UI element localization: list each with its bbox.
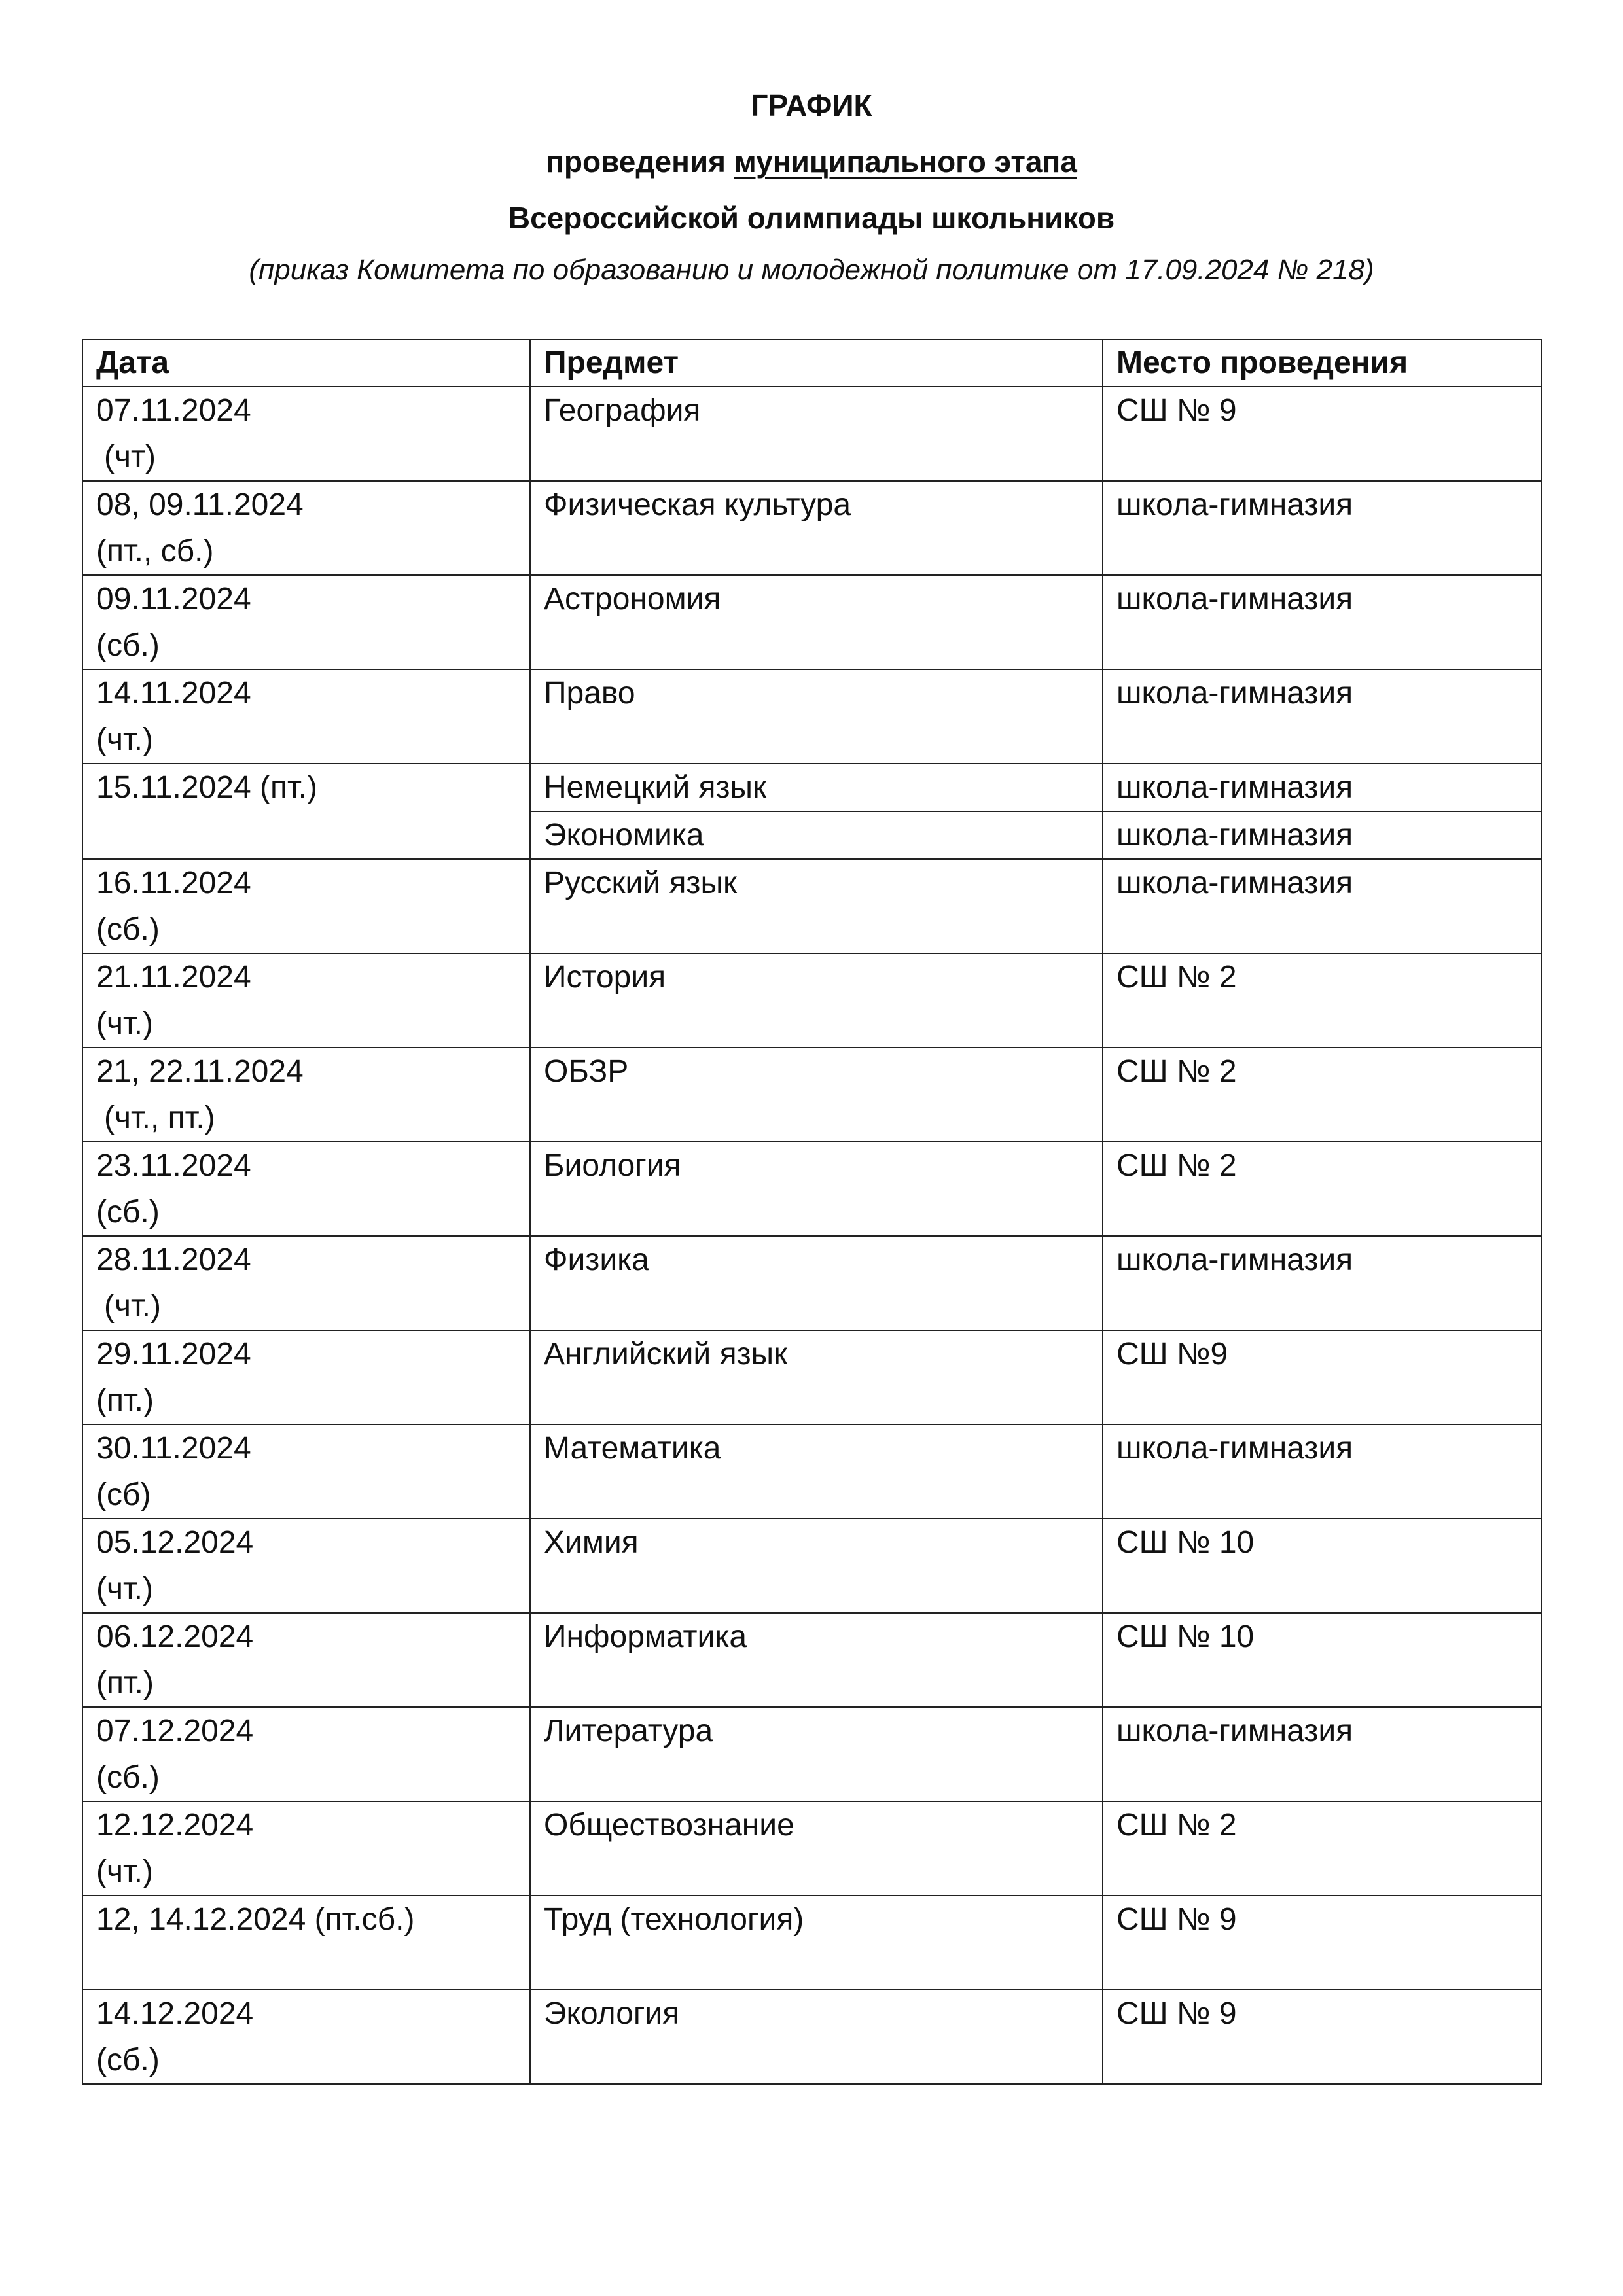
subject-cell: География xyxy=(530,387,1103,481)
place-cell: СШ № 2 xyxy=(1103,953,1541,1048)
column-header-date: Дата xyxy=(82,340,530,387)
date-text: 14.12.2024 xyxy=(96,1996,254,2031)
table-row xyxy=(82,387,1541,481)
date-cell xyxy=(82,953,530,1048)
date-text: 14.11.2024 xyxy=(96,676,251,711)
document-heading-line2 xyxy=(0,133,1623,190)
table-row xyxy=(82,1519,1541,1613)
date-text: 07.11.2024 xyxy=(96,393,251,428)
date-text: 12.12.2024 xyxy=(96,1808,254,1843)
day-text: (чт.) xyxy=(96,1006,153,1041)
table-row xyxy=(82,575,1541,669)
subject-cell: Право xyxy=(530,669,1103,764)
order-note: (приказ Комитета по образованию и молодежной политике от 17.09.2024 № 218) xyxy=(249,254,1374,286)
date-cell xyxy=(82,1048,530,1142)
table-row xyxy=(82,1236,1541,1330)
table-row xyxy=(82,1048,1541,1142)
date-text: 08, 09.11.2024 xyxy=(96,487,304,522)
date-cell xyxy=(82,1236,530,1330)
place-cell: школа-гимназия xyxy=(1103,575,1541,669)
day-text: (сб.) xyxy=(96,628,160,663)
day-text: (чт.) xyxy=(96,1572,153,1606)
place-cell: СШ № 9 xyxy=(1103,387,1541,481)
day-text: (пт.) xyxy=(96,1383,154,1418)
date-cell xyxy=(82,1990,530,2084)
place-cell: СШ № 2 xyxy=(1103,1142,1541,1236)
date-text: 21.11.2024 xyxy=(96,960,251,995)
subject-cell: Русский язык xyxy=(530,859,1103,953)
date-cell xyxy=(82,1801,530,1896)
date-cell xyxy=(82,387,530,481)
subject-cell: Экономика xyxy=(530,811,1103,859)
table-row xyxy=(82,1801,1541,1896)
table-header-row xyxy=(82,340,1541,387)
subject-cell: Немецкий язык xyxy=(530,764,1103,811)
date-cell xyxy=(82,481,530,575)
place-cell: школа-гимназия xyxy=(1103,481,1541,575)
subject-cell: Английский язык xyxy=(530,1330,1103,1424)
day-text: (сб.) xyxy=(96,1195,160,1229)
date-cell xyxy=(82,1424,530,1519)
subject-cell: Физическая культура xyxy=(530,481,1103,575)
table-row xyxy=(82,1896,1541,1990)
day-text: (чт., пт.) xyxy=(104,1101,215,1135)
table-row xyxy=(82,1424,1541,1519)
date-cell xyxy=(82,1519,530,1613)
place-cell: школа-гимназия xyxy=(1103,1707,1541,1801)
date-cell xyxy=(82,859,530,953)
date-text: 16.11.2024 xyxy=(96,866,251,900)
date-text: 23.11.2024 xyxy=(96,1148,251,1183)
schedule-table xyxy=(82,339,1542,2085)
place-cell: СШ № 10 xyxy=(1103,1519,1541,1613)
day-text: (сб.) xyxy=(96,2043,160,2077)
date-cell xyxy=(82,1142,530,1236)
subject-cell: Информатика xyxy=(530,1613,1103,1707)
subject-cell: Математика xyxy=(530,1424,1103,1519)
subject-cell: Биология xyxy=(530,1142,1103,1236)
place-cell: СШ № 9 xyxy=(1103,1896,1541,1990)
table-row xyxy=(82,1142,1541,1236)
day-text: (сб.) xyxy=(96,912,160,947)
place-cell: школа-гимназия xyxy=(1103,764,1541,811)
day-text: (чт.) xyxy=(104,1289,161,1324)
date-text: 29.11.2024 xyxy=(96,1337,251,1371)
subject-cell: Труд (технология) xyxy=(530,1896,1103,1990)
place-cell: СШ №9 xyxy=(1103,1330,1541,1424)
day-text: (сб) xyxy=(96,1477,151,1512)
date-text: 05.12.2024 xyxy=(96,1525,254,1560)
date-cell xyxy=(82,575,530,669)
date-text: 28.11.2024 xyxy=(96,1243,251,1277)
day-text: (чт.) xyxy=(96,1854,153,1889)
column-header-subject: Предмет xyxy=(530,340,1103,387)
date-cell xyxy=(82,669,530,764)
date-text: 06.12.2024 xyxy=(96,1619,254,1654)
table-row xyxy=(82,953,1541,1048)
day-text: (пт.) xyxy=(96,1666,154,1701)
date-cell xyxy=(82,1896,530,1990)
subject-cell: Литература xyxy=(530,1707,1103,1801)
day-text: (чт) xyxy=(104,440,156,474)
date-cell xyxy=(82,1707,530,1801)
date-text: 15.11.2024 (пт.) xyxy=(96,770,317,805)
table-row xyxy=(82,669,1541,764)
subject-cell: ОБЗР xyxy=(530,1048,1103,1142)
table-row xyxy=(82,481,1541,575)
column-header-place: Место проведения xyxy=(1103,340,1541,387)
place-cell: СШ № 10 xyxy=(1103,1613,1541,1707)
date-text: 21, 22.11.2024 xyxy=(96,1054,304,1089)
date-text: 30.11.2024 xyxy=(96,1431,251,1466)
day-text: (сб.) xyxy=(96,1760,160,1795)
subject-cell: Химия xyxy=(530,1519,1103,1613)
date-cell xyxy=(82,1613,530,1707)
date-text: 07.12.2024 xyxy=(96,1714,254,1748)
day-text: (чт.) xyxy=(96,722,153,757)
heading-line2-underlined: муниципального этапа xyxy=(734,145,1077,179)
date-cell xyxy=(82,764,530,859)
place-cell: школа-гимназия xyxy=(1103,669,1541,764)
heading-line2-prefix: проведения xyxy=(546,145,734,179)
place-cell: СШ № 9 xyxy=(1103,1990,1541,2084)
document-title: ГРАФИК xyxy=(751,88,872,122)
place-cell: школа-гимназия xyxy=(1103,1424,1541,1519)
place-cell: школа-гимназия xyxy=(1103,811,1541,859)
day-text: (пт., сб.) xyxy=(96,534,214,569)
date-text: 12, 14.12.2024 (пт.сб.) xyxy=(96,1902,415,1937)
table-row xyxy=(82,1613,1541,1707)
place-cell: школа-гимназия xyxy=(1103,859,1541,953)
date-cell xyxy=(82,1330,530,1424)
table-row xyxy=(82,1330,1541,1424)
document-heading-line3: Всероссийской олимпиады школьников xyxy=(508,201,1115,235)
date-text: 09.11.2024 xyxy=(96,582,251,616)
subject-cell: Физика xyxy=(530,1236,1103,1330)
place-cell: СШ № 2 xyxy=(1103,1048,1541,1142)
document-header xyxy=(0,77,1623,298)
subject-cell: Астрономия xyxy=(530,575,1103,669)
subject-cell: История xyxy=(530,953,1103,1048)
table-row xyxy=(82,859,1541,953)
subject-cell: Экология xyxy=(530,1990,1103,2084)
table-row xyxy=(82,1990,1541,2084)
table-row xyxy=(82,1707,1541,1801)
table-row xyxy=(82,764,1541,811)
place-cell: школа-гимназия xyxy=(1103,1236,1541,1330)
place-cell: СШ № 2 xyxy=(1103,1801,1541,1896)
subject-cell: Обществознание xyxy=(530,1801,1103,1896)
